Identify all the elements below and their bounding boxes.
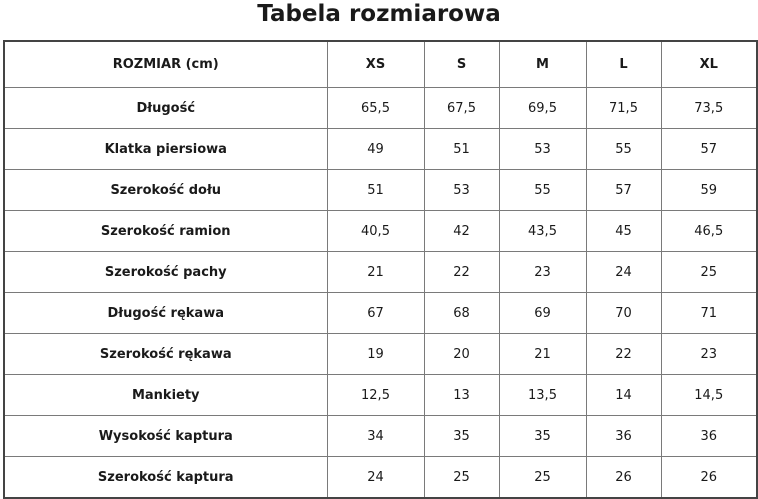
table-row: [4, 211, 757, 252]
table-cell: 13: [424, 375, 499, 416]
size-chart-table: [3, 40, 758, 499]
table-cell: 69: [499, 293, 586, 334]
table-cell: 57: [661, 129, 757, 170]
table-cell: 67,5: [424, 88, 499, 129]
table-row: [4, 457, 757, 499]
table-cell: 73,5: [661, 88, 757, 129]
table-cell: 25: [499, 457, 586, 499]
table-cell: 51: [424, 129, 499, 170]
table-cell: 71,5: [586, 88, 661, 129]
table-row: [4, 129, 757, 170]
table-cell: 57: [586, 170, 661, 211]
row-label: Wysokość kaptura: [4, 416, 327, 457]
table-row: [4, 293, 757, 334]
table-cell: 53: [499, 129, 586, 170]
table-cell: 19: [327, 334, 424, 375]
table-cell: 55: [586, 129, 661, 170]
table-cell: 69,5: [499, 88, 586, 129]
row-label: Długość: [4, 88, 327, 129]
table-cell: 46,5: [661, 211, 757, 252]
table-cell: 67: [327, 293, 424, 334]
table-cell: 22: [586, 334, 661, 375]
table-cell: 70: [586, 293, 661, 334]
table-cell: 20: [424, 334, 499, 375]
table-row: [4, 252, 757, 293]
row-label: Szerokość dołu: [4, 170, 327, 211]
table-cell: 34: [327, 416, 424, 457]
table-cell: 25: [661, 252, 757, 293]
table-cell: 25: [424, 457, 499, 499]
table-cell: 40,5: [327, 211, 424, 252]
table-row: [4, 170, 757, 211]
corner-header: ROZMIAR (cm): [4, 41, 327, 88]
table-cell: 24: [327, 457, 424, 499]
row-label: Szerokość ramion: [4, 211, 327, 252]
table-cell: 13,5: [499, 375, 586, 416]
table-header-row: [4, 41, 757, 88]
row-label: Szerokość rękawa: [4, 334, 327, 375]
row-label: Długość rękawa: [4, 293, 327, 334]
table-cell: 24: [586, 252, 661, 293]
table-cell: 23: [499, 252, 586, 293]
table-cell: 22: [424, 252, 499, 293]
size-header-l: L: [586, 41, 661, 88]
table-cell: 45: [586, 211, 661, 252]
row-label: Mankiety: [4, 375, 327, 416]
table-cell: 43,5: [499, 211, 586, 252]
size-header-xl: XL: [661, 41, 757, 88]
size-header-s: S: [424, 41, 499, 88]
size-header-xs: XS: [327, 41, 424, 88]
table-cell: 12,5: [327, 375, 424, 416]
table-cell: 21: [327, 252, 424, 293]
table-row: [4, 375, 757, 416]
table-cell: 42: [424, 211, 499, 252]
table-cell: 68: [424, 293, 499, 334]
table-cell: 21: [499, 334, 586, 375]
table-cell: 35: [499, 416, 586, 457]
table-row: [4, 334, 757, 375]
table-row: [4, 416, 757, 457]
table-cell: 51: [327, 170, 424, 211]
table-cell: 36: [586, 416, 661, 457]
table-cell: 71: [661, 293, 757, 334]
table-row: [4, 88, 757, 129]
table-cell: 35: [424, 416, 499, 457]
table-cell: 49: [327, 129, 424, 170]
row-label: Klatka piersiowa: [4, 129, 327, 170]
row-label: Szerokość pachy: [4, 252, 327, 293]
table-cell: 53: [424, 170, 499, 211]
table-cell: 14: [586, 375, 661, 416]
size-header-m: M: [499, 41, 586, 88]
row-label: Szerokość kaptura: [4, 457, 327, 499]
table-cell: 26: [586, 457, 661, 499]
table-cell: 59: [661, 170, 757, 211]
table-cell: 14,5: [661, 375, 757, 416]
table-cell: 26: [661, 457, 757, 499]
page-title: Tabela rozmiarowa: [257, 1, 501, 27]
table-cell: 65,5: [327, 88, 424, 129]
table-cell: 23: [661, 334, 757, 375]
table-cell: 55: [499, 170, 586, 211]
table-cell: 36: [661, 416, 757, 457]
